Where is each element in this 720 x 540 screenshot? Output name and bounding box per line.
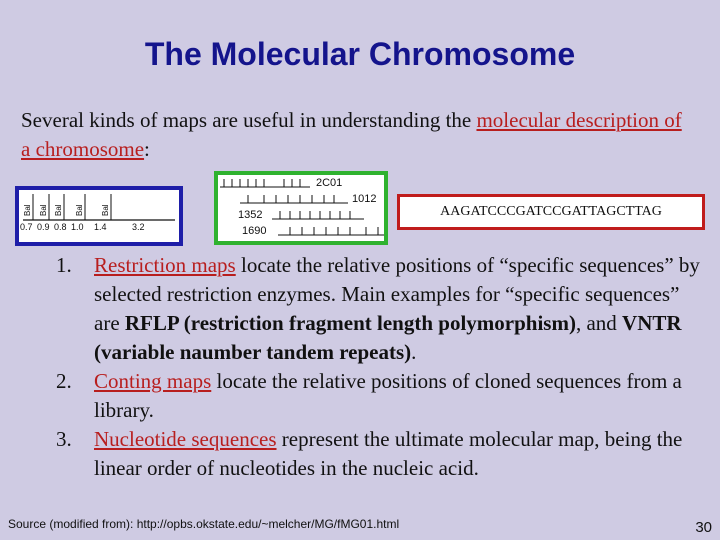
list-item — [56, 251, 706, 367]
list-item-highlight: Restriction maps — [94, 253, 236, 277]
intro-text: Several kinds of maps are useful in understanding the — [21, 108, 477, 132]
list-number: 3. — [56, 427, 72, 451]
list-item-text: represent the ultimate molecular map, being the linear order of nucleotides in the nucleic acid. — [94, 427, 683, 480]
position-label: 3.2 — [132, 222, 145, 232]
list-item-text: . — [411, 340, 417, 364]
list-number: 2. — [56, 369, 72, 393]
contig-label: 1690 — [242, 225, 267, 237]
list-item — [56, 425, 706, 483]
contig-label: 1352 — [238, 209, 263, 221]
contig-label: 2C01 — [316, 177, 343, 189]
list-item-text: locate the relative positions of cloned sequences from a library. — [94, 369, 682, 422]
contig-label: 1012 — [352, 193, 377, 205]
enzyme-label: Bal — [75, 204, 84, 216]
position-label: 0.9 — [37, 222, 50, 232]
contig-map-box — [214, 171, 388, 245]
intro-highlight: molecular description of a chromosome — [21, 108, 682, 161]
slide-title: The Molecular Chromosome — [144, 36, 576, 72]
map-types-list — [56, 251, 706, 483]
contig-clone-1 — [220, 179, 310, 187]
contig-clone-4 — [278, 227, 384, 235]
position-label: 1.0 — [71, 222, 84, 232]
list-item-bold: VNTR (variable naumber tandem repeats) — [94, 311, 682, 364]
list-item-text: , and — [575, 311, 623, 335]
position-label: 0.7 — [20, 222, 33, 232]
position-label: 0.8 — [54, 222, 67, 232]
contig-clone-3 — [272, 211, 364, 219]
enzyme-label: Bal — [23, 204, 32, 216]
nucleotide-sequence-box: AAGATCCCGATCCGATTAGCTTAG — [397, 194, 705, 230]
list-item — [56, 367, 706, 425]
intro-colon: : — [144, 137, 150, 161]
enzyme-label: Bal — [39, 204, 48, 216]
list-item-highlight: Conting maps — [94, 369, 212, 393]
list-item-highlight: Nucleotide sequences — [94, 427, 277, 451]
position-label: 1.4 — [94, 222, 107, 232]
intro-paragraph — [21, 106, 691, 164]
list-item-bold: RFLP (restriction fragment length polymorphism) — [124, 311, 576, 335]
restriction-map-box — [15, 186, 183, 246]
list-number: 1. — [56, 253, 72, 277]
source-citation: Source (modified from): http://opbs.okstate.edu/~melcher/MG/fMG01.html — [8, 517, 400, 531]
page-number: 30 — [695, 519, 712, 536]
enzyme-label: Bal — [101, 204, 110, 216]
restriction-map-graphic — [19, 190, 179, 242]
enzyme-label: Bal — [54, 204, 63, 216]
list-item-text: locate the relative positions of “specific sequences” by selected restriction enzymes. Main examples for “specific sequences” are — [94, 253, 700, 335]
contig-clone-2 — [240, 195, 348, 203]
